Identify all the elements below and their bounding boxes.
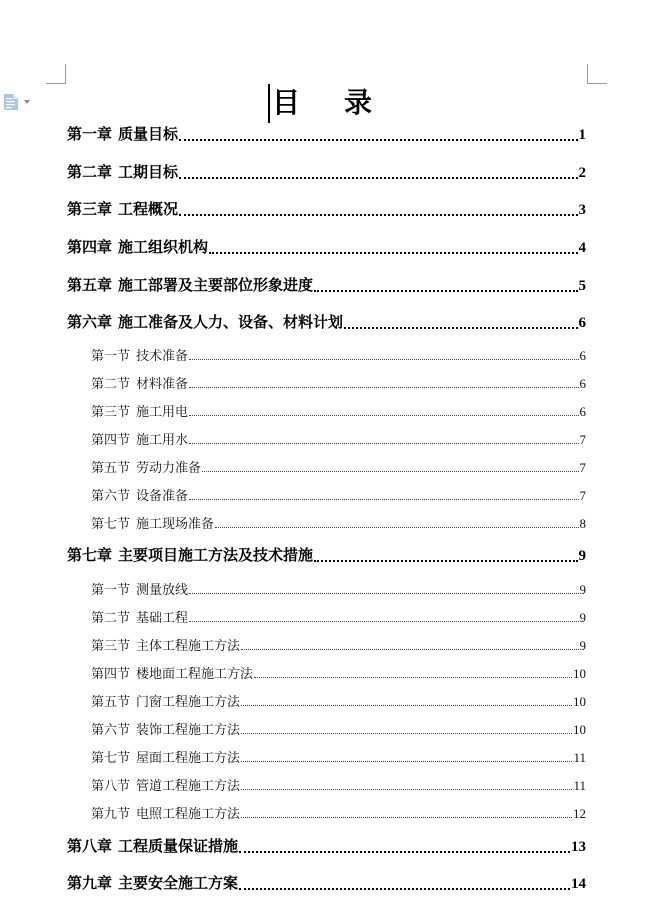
- toc-entry-label: [91, 485, 188, 504]
- dot-leader: [189, 415, 578, 416]
- toc-entry-label: [91, 457, 201, 476]
- toc-section-entry[interactable]: [67, 401, 586, 420]
- dot-leader: [241, 649, 578, 650]
- toc-entry-label: [67, 872, 238, 893]
- toc-chapter-entry[interactable]: [67, 161, 586, 182]
- toc-page-number: 9: [578, 548, 586, 564]
- toc-title-text: 目录: [272, 86, 417, 119]
- toc-entry-number: 第七节: [91, 751, 131, 766]
- toc-page-number: 12: [573, 806, 586, 821]
- toc-section-entry[interactable]: [67, 803, 586, 822]
- dot-leader: [202, 471, 578, 472]
- toc-chapter-entry[interactable]: [67, 872, 586, 893]
- toc-entry-label: [91, 803, 240, 822]
- toc-entry-label: [91, 401, 188, 420]
- dot-leader: [241, 761, 572, 762]
- toc-entry-label: [91, 607, 188, 626]
- chevron-down-icon[interactable]: [24, 100, 30, 104]
- toc-entry-number: 第二节: [91, 611, 131, 626]
- toc-entry-title: 施工准备及人力、设备、材料计划: [118, 313, 344, 331]
- page-corner-mark-top-right: [587, 64, 607, 84]
- toc-entry-label: [91, 513, 214, 532]
- page-corner-mark-top-left: [46, 64, 66, 84]
- toc-entry-number: 第七章: [67, 546, 113, 564]
- toc-section-entry[interactable]: [67, 373, 586, 392]
- toc-entry-title: 主要安全施工方案: [118, 874, 239, 892]
- toc-entry-label: [91, 663, 253, 682]
- toc-page-number: 6: [579, 376, 586, 391]
- toc-entry-label: [91, 345, 188, 364]
- toc-entry-title: 屋面工程施工方法: [136, 751, 241, 766]
- toc-section-entry[interactable]: [67, 457, 586, 476]
- toc-page-number: 1: [578, 127, 586, 143]
- toc-section-entry[interactable]: [67, 485, 586, 504]
- toc-entry-label: [91, 635, 240, 654]
- toc-entry-label: [91, 429, 188, 448]
- toc-page-number: 7: [579, 488, 586, 503]
- toc-page-number: 3: [578, 202, 586, 218]
- toc-entry-title: 管道工程施工方法: [136, 779, 241, 794]
- toc-section-entry[interactable]: [67, 635, 586, 654]
- toc-entry-label: [91, 775, 240, 794]
- toc-entry-number: 第八节: [91, 779, 131, 794]
- toc-entry-title: 材料准备: [136, 377, 189, 392]
- dot-leader: [189, 593, 578, 594]
- document-icon: [4, 94, 18, 110]
- toc-entry-label: [67, 274, 313, 295]
- toc-entry-number: 第一章: [67, 125, 113, 143]
- toc-page-number: 6: [578, 315, 586, 331]
- toc-page-number: 4: [578, 240, 586, 256]
- toc-entry-title: 工程概况: [118, 200, 179, 218]
- toc-entry-number: 第三节: [91, 639, 131, 654]
- dot-leader: [189, 621, 578, 622]
- toc-entry-title: 基础工程: [136, 611, 189, 626]
- toc-page-number: 13: [571, 839, 586, 855]
- toc-section-entry[interactable]: [67, 345, 586, 364]
- text-cursor: [268, 84, 270, 123]
- toc-entry-number: 第四章: [67, 238, 113, 256]
- dot-leader: [189, 359, 578, 360]
- toc-section-entry[interactable]: [67, 719, 586, 738]
- toc-entry-label: [67, 161, 178, 182]
- toc-entry-number: 第五节: [91, 695, 131, 710]
- toc-entry-title: 测量放线: [136, 583, 189, 598]
- toc-page-number: 5: [578, 278, 586, 294]
- dot-leader: [189, 443, 578, 444]
- toc-entry-number: 第四节: [91, 667, 131, 682]
- dot-leader: [179, 177, 577, 179]
- dot-leader: [179, 214, 577, 216]
- toc-title: [268, 83, 416, 123]
- dot-leader: [241, 733, 572, 734]
- toc-section-entry[interactable]: [67, 513, 586, 532]
- toc-entry-title: 装饰工程施工方法: [136, 723, 241, 738]
- toc-entry-title: 施工用水: [136, 433, 189, 448]
- toc-entry-title: 工程质量保证措施: [118, 837, 239, 855]
- dot-leader: [239, 888, 570, 890]
- toc-entry-number: 第八章: [67, 837, 113, 855]
- toc-page-number: 9: [579, 582, 586, 597]
- dot-leader: [179, 139, 577, 141]
- dot-leader: [239, 851, 570, 853]
- toc-entry-title: 门窗工程施工方法: [136, 695, 241, 710]
- toc-entry-number: 第五节: [91, 461, 131, 476]
- toc-entry-title: 主体工程施工方法: [136, 639, 241, 654]
- toc-entry-number: 第九节: [91, 807, 131, 822]
- toc-page-number: 11: [573, 750, 586, 765]
- toc-entry-number: 第三章: [67, 200, 113, 218]
- toc-page-number: 2: [578, 165, 586, 181]
- toc-entry-label: [91, 579, 188, 598]
- dot-leader: [254, 677, 572, 678]
- toc-section-entry[interactable]: [67, 775, 586, 794]
- toc-page-number: 9: [579, 610, 586, 625]
- toc-entry-title: 劳动力准备: [136, 461, 202, 476]
- dot-leader: [241, 789, 572, 790]
- toc-chapter-entry[interactable]: [67, 236, 586, 257]
- toc-entry-number: 第六节: [91, 723, 131, 738]
- toc-entry-title: 设备准备: [136, 489, 189, 504]
- toc-chapter-entry[interactable]: [67, 274, 586, 295]
- toc-page-number: 6: [579, 404, 586, 419]
- toc-entry-label: [67, 544, 313, 565]
- toc-section-entry[interactable]: [67, 747, 586, 766]
- toc-entry-title: 电照工程施工方法: [136, 807, 241, 822]
- toc-entry-label: [91, 747, 240, 766]
- toc-entry-number: 第六章: [67, 313, 113, 331]
- toc-entry-title: 施工部署及主要部位形象进度: [118, 276, 314, 294]
- toc-entry-number: 第一节: [91, 349, 131, 364]
- toc-page-number: 11: [573, 778, 586, 793]
- toc-entry-number: 第二节: [91, 377, 131, 392]
- dot-leader: [215, 527, 578, 528]
- toc-chapter-entry[interactable]: [67, 123, 586, 144]
- toc-entry-number: 第七节: [91, 517, 131, 532]
- toc-entry-label: [67, 198, 178, 219]
- toc-section-entry[interactable]: [67, 607, 586, 626]
- toc-entry-label: [91, 691, 240, 710]
- toc-entry-label: [67, 835, 238, 856]
- toc-page-number: 10: [573, 722, 586, 737]
- toc-entry-title: 工期目标: [118, 163, 179, 181]
- dot-leader: [344, 327, 577, 329]
- toc-chapter-entry[interactable]: [67, 311, 586, 332]
- toc-entry-title: 技术准备: [136, 349, 189, 364]
- dot-leader: [314, 290, 577, 292]
- toc-chapter-entry[interactable]: [67, 835, 586, 856]
- toc-chapter-entry[interactable]: [67, 544, 586, 565]
- toc-entry-label: [67, 123, 178, 144]
- toc-entry-label: [91, 373, 188, 392]
- toc-entry-label: [67, 311, 343, 332]
- toc-section-entry[interactable]: [67, 579, 586, 598]
- toc-page-number: 10: [573, 666, 586, 681]
- toc-entry-number: 第四节: [91, 433, 131, 448]
- dot-leader: [314, 560, 577, 562]
- toc-page-number: 6: [579, 348, 586, 363]
- toc-section-entry[interactable]: [67, 691, 586, 710]
- toc-entry-number: 第三节: [91, 405, 131, 420]
- toc-entry-number: 第二章: [67, 163, 113, 181]
- toc-entry-number: 第六节: [91, 489, 131, 504]
- paragraph-menu-button[interactable]: [4, 94, 18, 110]
- toc-entry-label: [91, 719, 240, 738]
- toc-chapter-entry[interactable]: [67, 198, 586, 219]
- toc-page-number: 7: [579, 432, 586, 447]
- toc-entry-title: 主要项目施工方法及技术措施: [118, 546, 314, 564]
- dot-leader: [209, 252, 577, 254]
- toc-entry-title: 施工现场准备: [136, 517, 215, 532]
- toc-page-number: 9: [579, 638, 586, 653]
- toc-section-entry[interactable]: [67, 429, 586, 448]
- toc-page-number: 14: [571, 876, 586, 892]
- toc-section-entry[interactable]: [67, 663, 586, 682]
- toc-entry-title: 质量目标: [118, 125, 179, 143]
- toc-entry-number: 第九章: [67, 874, 113, 892]
- dot-leader: [189, 387, 578, 388]
- toc-page-number: 7: [579, 460, 586, 475]
- toc-entry-title: 施工组织机构: [118, 238, 209, 256]
- dot-leader: [241, 705, 572, 706]
- toc-entry-title: 楼地面工程施工方法: [136, 667, 254, 682]
- toc-entry-number: 第五章: [67, 276, 113, 294]
- toc-entry-title: 施工用电: [136, 405, 189, 420]
- toc-page-number: 10: [573, 694, 586, 709]
- toc-entry-label: [67, 236, 208, 257]
- toc-entry-number: 第一节: [91, 583, 131, 598]
- dot-leader: [241, 817, 572, 818]
- toc-page-number: 8: [579, 516, 586, 531]
- dot-leader: [189, 499, 578, 500]
